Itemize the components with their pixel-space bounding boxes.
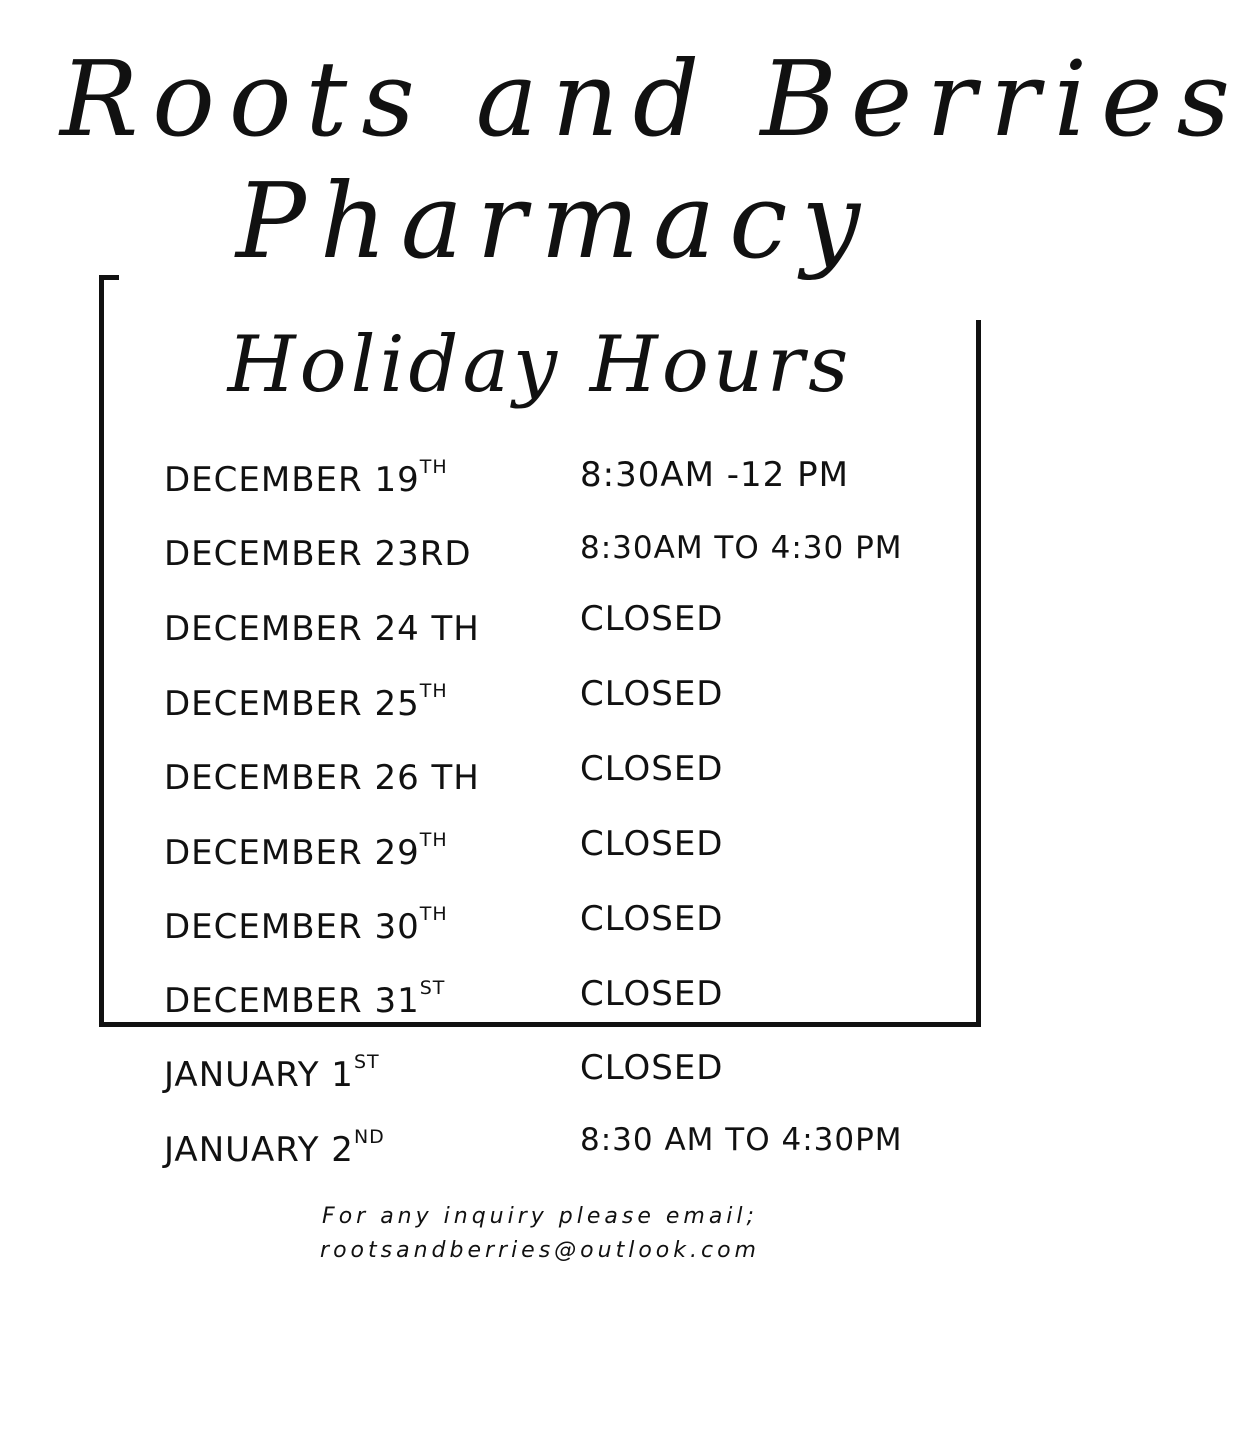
store-name-title: Roots and Berries	[60, 38, 1244, 160]
schedule-hours: CLOSED	[580, 824, 724, 864]
schedule-row	[0, 455, 1080, 515]
schedule-date: JANUARY 1ST	[164, 1051, 380, 1095]
inquiry-text: For any inquiry please email;	[322, 1204, 758, 1229]
schedule-row	[0, 899, 1080, 964]
schedule-date: DECEMBER 30TH	[164, 903, 448, 947]
schedule-row	[0, 749, 1080, 814]
schedule-row	[0, 974, 1080, 1039]
schedule-date: DECEMBER 25TH	[164, 680, 448, 724]
schedule-row	[0, 530, 1080, 590]
schedule-row	[0, 674, 1080, 739]
schedule-date: DECEMBER 26 TH	[164, 758, 480, 798]
schedule-hours: CLOSED	[580, 899, 724, 939]
schedule-hours: 8:30AM TO 4:30 PM	[580, 530, 903, 566]
schedule-row	[0, 599, 1080, 664]
schedule-date: DECEMBER 23RD	[164, 534, 472, 574]
schedule-hours: CLOSED	[580, 974, 724, 1014]
schedule-date: DECEMBER 29TH	[164, 829, 448, 873]
schedule-hours: CLOSED	[580, 599, 724, 639]
schedule-date: DECEMBER 19TH	[164, 456, 448, 500]
schedule-row	[0, 824, 1080, 889]
schedule-hours: 8:30 AM TO 4:30PM	[580, 1122, 903, 1158]
schedule-hours: 8:30AM -12 PM	[580, 455, 849, 495]
store-type-title: Pharmacy	[235, 160, 875, 282]
holiday-hours-heading: Holiday Hours	[227, 320, 853, 410]
schedule-row	[0, 1048, 1080, 1113]
schedule-date: DECEMBER 24 TH	[164, 609, 480, 649]
schedule-hours: CLOSED	[580, 674, 724, 714]
schedule-hours: CLOSED	[580, 749, 724, 789]
schedule-date: JANUARY 2ND	[164, 1126, 385, 1170]
schedule-row	[0, 1122, 1080, 1187]
schedule-hours: CLOSED	[580, 1048, 724, 1088]
contact-email[interactable]: rootsandberries@outlook.com	[320, 1238, 760, 1263]
contact-footer	[0, 1200, 1080, 1268]
schedule-date: DECEMBER 31ST	[164, 977, 446, 1021]
